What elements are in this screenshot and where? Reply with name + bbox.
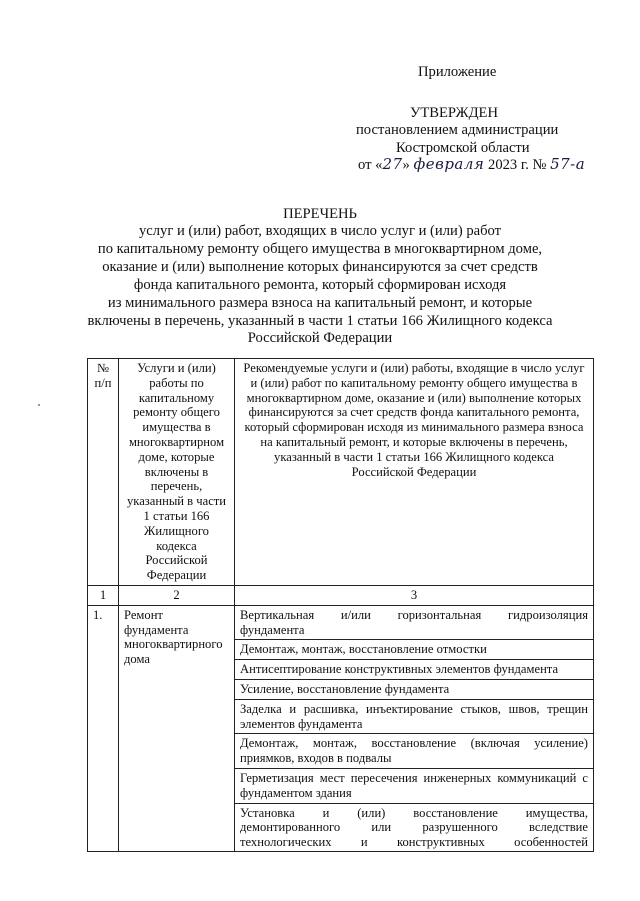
- header-name-line: Услуги и (или): [137, 361, 216, 375]
- date-mid: »: [402, 157, 414, 173]
- subtitle-line: Российской Федерации: [247, 330, 393, 346]
- service-item-line: Установка и (или) восстановление имущества,: [240, 805, 588, 820]
- subtitle-line: из минимального размера взноса на капитальный ремонт, и которые: [107, 295, 533, 311]
- header-name-line: Федерации: [146, 568, 207, 583]
- service-item-line: Герметизация мест пересечения инженерных коммуникаций с: [240, 770, 588, 785]
- header-name-line: 1 статьи 166: [143, 508, 210, 523]
- header-name-line: капитальному: [138, 390, 215, 405]
- column-number-row: [88, 585, 594, 605]
- service-item: [235, 803, 594, 851]
- approved-heading: УТВЕРЖДЕН: [410, 105, 498, 121]
- header-name-line: ремонту общего: [133, 405, 220, 420]
- service-item-line: элементов фундамента: [240, 716, 363, 731]
- subtitle-line: фонда капитального ремонта, который сформирован исходя: [133, 277, 507, 293]
- section-name-line: Ремонт: [124, 607, 163, 622]
- subtitle-line: услуг и (или) работ, входящих в число услуг и (или) работ: [138, 223, 502, 239]
- handwritten-month: февраля: [413, 155, 485, 173]
- header-name-line: работы по: [149, 375, 204, 390]
- service-item-line: Усиление, восстановление фундамента: [240, 681, 450, 696]
- service-item: [235, 640, 594, 660]
- header-name-line: перечень,: [150, 479, 203, 494]
- service-item-line: Антисептирование конструктивных элементов фундамента: [240, 662, 559, 677]
- header-number-line: п/п: [94, 375, 112, 390]
- header-name-line: доме, которые: [138, 449, 215, 464]
- header-description-line: указанный в части 1 статьи 166 Жилищного кодекса: [274, 449, 554, 464]
- header-name-line: Жилищного: [144, 523, 209, 538]
- date-year: 2023 г. №: [484, 157, 551, 173]
- header-description-line: Рекомендуемые услуги и (или) работы, входящие в число услуг: [243, 361, 585, 375]
- annex-label: Приложение: [418, 64, 497, 80]
- header-number-line: №: [96, 361, 110, 375]
- service-item-line: Демонтаж, монтаж, восстановление отмостки: [240, 642, 487, 657]
- header-name-line: включены в: [144, 464, 209, 479]
- header-description-line: на капитальный ремонт, и которые включены в перечень,: [260, 434, 568, 449]
- table-row: [88, 605, 594, 640]
- header-description-line: многоквартирном доме, оказание и (или) выполнение которых: [246, 390, 582, 405]
- approved-by-line1: постановлением администрации: [356, 122, 559, 138]
- header-cell-number: [88, 359, 119, 586]
- approved-by-line2: Костромской области: [396, 140, 530, 156]
- service-item-line: Заделка и расшивка, инъектирование стыков, швов, трещин: [240, 701, 588, 716]
- service-item: [235, 605, 594, 640]
- service-item: [235, 768, 594, 803]
- service-item-line: фундаментом здания: [240, 785, 352, 800]
- subtitle-line: оказание и (или) выполнение которых финансируются за счет средств: [102, 259, 538, 275]
- service-item-line: Демонтаж, монтаж, восстановление (включая усиление): [240, 736, 588, 751]
- document-title: ПЕРЕЧЕНЬ: [283, 206, 357, 222]
- date-prefix: от «: [358, 157, 383, 173]
- section-name-line: дома: [124, 652, 150, 667]
- subtitle-line: по капитальному ремонту общего имущества в многоквартирном доме,: [97, 241, 543, 257]
- header-name-line: Российской: [145, 553, 208, 568]
- section-number: 1.: [88, 605, 119, 851]
- service-item: [235, 660, 594, 680]
- section-name: [119, 605, 235, 851]
- column-number-3: 3: [235, 585, 594, 605]
- column-number-1: 1: [88, 585, 119, 605]
- service-item: [235, 699, 594, 734]
- service-item: [235, 679, 594, 699]
- approval-date-line: [358, 155, 585, 174]
- header-description-line: Российской Федерации: [351, 464, 477, 479]
- column-number-2: 2: [119, 585, 235, 605]
- header-name-line: кодекса: [156, 538, 197, 553]
- header-cell-description: [235, 359, 594, 586]
- header-description-line: который сформирован исходя из минимального размера взноса: [244, 420, 584, 435]
- services-table: [87, 358, 594, 852]
- handwritten-number: 57-а: [550, 155, 586, 173]
- header-cell-name: [119, 359, 235, 586]
- service-item-line: фундамента: [240, 622, 305, 637]
- section-name-line: фундамента: [124, 622, 189, 637]
- subtitle-line: включены в перечень, указанный в части 1 статьи 166 Жилищного кодекса: [87, 313, 553, 329]
- header-name-line: указанный в части: [126, 494, 227, 509]
- service-item-line: Вертикальная и/или горизонтальная гидроизоляция: [240, 607, 588, 622]
- section-name-line: многоквартирного: [124, 637, 223, 652]
- scan-speck: [38, 404, 40, 406]
- handwritten-day: 27: [382, 155, 403, 173]
- header-description-line: финансируются за счет средств фонда капитального ремонта,: [248, 405, 580, 420]
- table-header-row: [88, 359, 594, 586]
- header-name-line: многоквартирном: [128, 434, 225, 449]
- service-item-line: технологических и конструктивных особенностей: [240, 835, 588, 850]
- header-description-line: и (или) работ по капитальному ремонту общего имущества в: [250, 375, 578, 390]
- service-item-line: демонтированного или разрушенного вследствие: [240, 820, 588, 835]
- header-name-line: имущества в: [142, 420, 211, 435]
- service-item: [235, 734, 594, 769]
- service-item-line: приямков, входов в подвалы: [240, 751, 392, 766]
